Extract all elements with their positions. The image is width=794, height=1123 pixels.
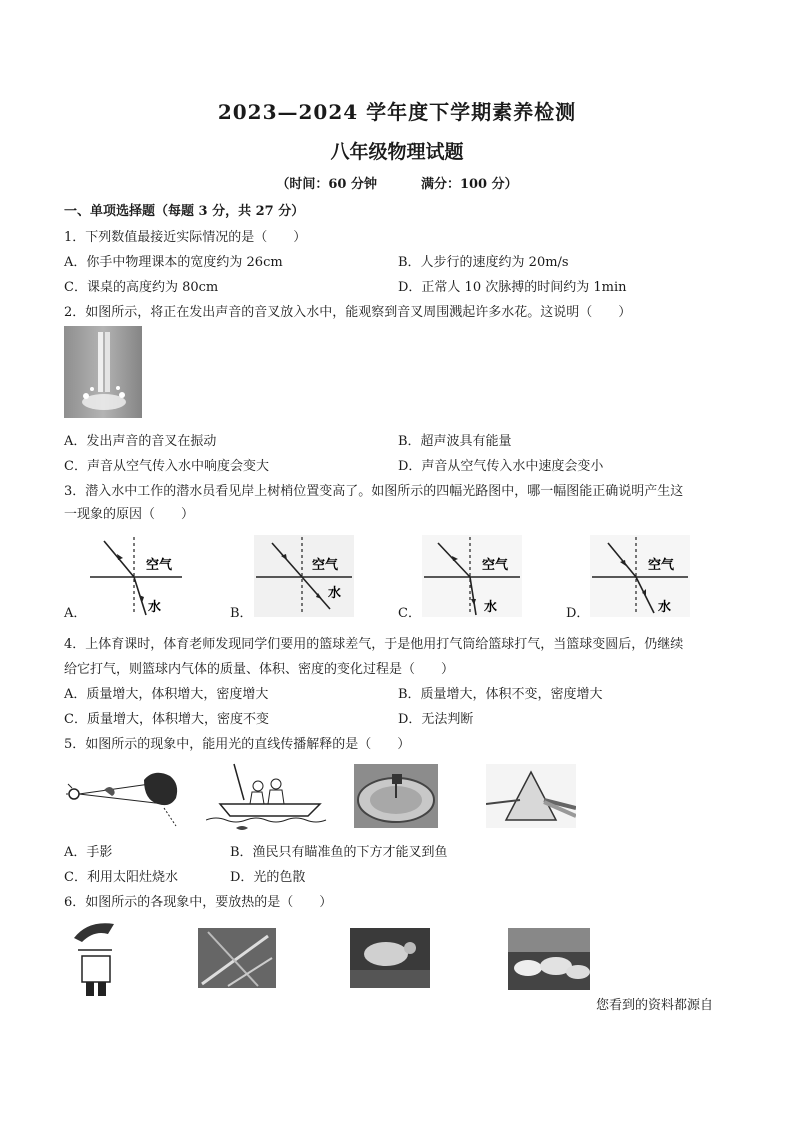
section-heading: 一、单项选择题（每题 3 分，共 27 分） [64, 204, 305, 219]
water-label-d: 水 [658, 600, 672, 615]
q5-stem: 5．如图所示的现象中，能用光的直线传播解释的是（ ） [64, 737, 411, 752]
water-label-c: 水 [484, 600, 498, 615]
footer-note: 您看到的资料都源自 [596, 998, 714, 1013]
clothes-drying-picture [64, 916, 130, 1002]
q5-option-d: D．光的色散 [230, 870, 306, 885]
q4-option-b: B．质量增大，体积不变，密度增大 [398, 687, 603, 702]
q5-option-b: B．渔民只有瞄准鱼的下方才能叉到鱼 [230, 845, 448, 860]
frost-grass-photo [198, 928, 276, 988]
q4-stem-line1: 4．上体育课时，体育老师发现同学们要用的篮球差气，于是他用打气筒给篮球打气，当篮球变圆后，仍继续 [64, 637, 684, 652]
q6-stem: 6．如图所示的各现象中，要放热的是（ ） [64, 895, 333, 910]
q1-option-b: B．人步行的速度约为 20m/s [398, 255, 569, 270]
q4-option-d: D．无法判断 [398, 712, 474, 727]
q2-option-a: A．发出声音的音叉在振动 [64, 434, 217, 449]
q1-option-d: D．正常人 10 次脉搏的时间约为 1min [398, 280, 627, 295]
exam-subtitle: 八年级物理试题 [330, 141, 464, 163]
q3-stem-line1: 3．潜入水中工作的潜水员看见岸上树梢位置变高了。如图所示的四幅光路图中，哪一幅图能正确说明产生这 [64, 484, 684, 499]
q3-option-a: A． [64, 606, 87, 621]
exam-score: 满分：100 分） [420, 177, 518, 192]
q3-option-d: D． [566, 606, 590, 621]
q4-stem-line2: 给它打气，则篮球内气体的质量、体积、密度的变化过程是（ ） [64, 662, 455, 677]
air-label-b: 空气 [312, 558, 339, 573]
solar-cooker-photo [354, 764, 438, 828]
q5-option-c: C．利用太阳灶烧水 [64, 870, 178, 885]
fisherman-boat-picture [206, 760, 332, 834]
q2-option-c: C．声音从空气传入水中响度会变大 [64, 459, 269, 474]
air-label-d: 空气 [648, 558, 675, 573]
water-label-b: 水 [328, 586, 342, 601]
q1-stem: 1．下列数值最接近实际情况的是（ ） [64, 230, 307, 245]
exam-time: （时间：60 分钟 [276, 177, 377, 192]
q3-stem-line2: 一现象的原因（ ） [64, 507, 195, 522]
refraction-diagram-c [422, 535, 522, 617]
exam-meta [0, 173, 794, 192]
air-label-a: 空气 [146, 558, 173, 573]
refraction-diagram-d [590, 535, 690, 617]
q5-option-a: A．手影 [64, 845, 113, 860]
prism-dispersion-picture [486, 764, 576, 828]
refraction-diagram-b [254, 535, 354, 617]
q2-stem: 2．如图所示，将正在发出声音的音叉放入水中，能观察到音叉周围溅起许多水花。这说明（ ） [64, 305, 632, 320]
air-label-c: 空气 [482, 558, 509, 573]
q1-option-a: A．你手中物理课本的宽度约为 26cm [64, 255, 283, 270]
refraction-diagram-a [88, 535, 184, 617]
q2-option-d: D．声音从空气传入水中速度会变小 [398, 459, 604, 474]
tuning-fork-photo [64, 326, 142, 418]
q4-option-c: C．质量增大，体积增大，密度不变 [64, 712, 269, 727]
q3-option-b: B． [230, 606, 253, 621]
hand-shadow-picture [64, 760, 194, 830]
exam-title: 2023—2024 学年度下学期素养检测 [217, 100, 577, 124]
water-label-a: 水 [148, 600, 162, 615]
q3-option-c: C． [398, 606, 421, 621]
q1-option-c: C．课桌的高度约为 80cm [64, 280, 219, 295]
fog-scene-photo [350, 928, 430, 988]
q2-option-b: B．超声波具有能量 [398, 434, 512, 449]
q4-option-a: A．质量增大，体积增大，密度增大 [64, 687, 269, 702]
snow-ice-photo [508, 928, 590, 990]
